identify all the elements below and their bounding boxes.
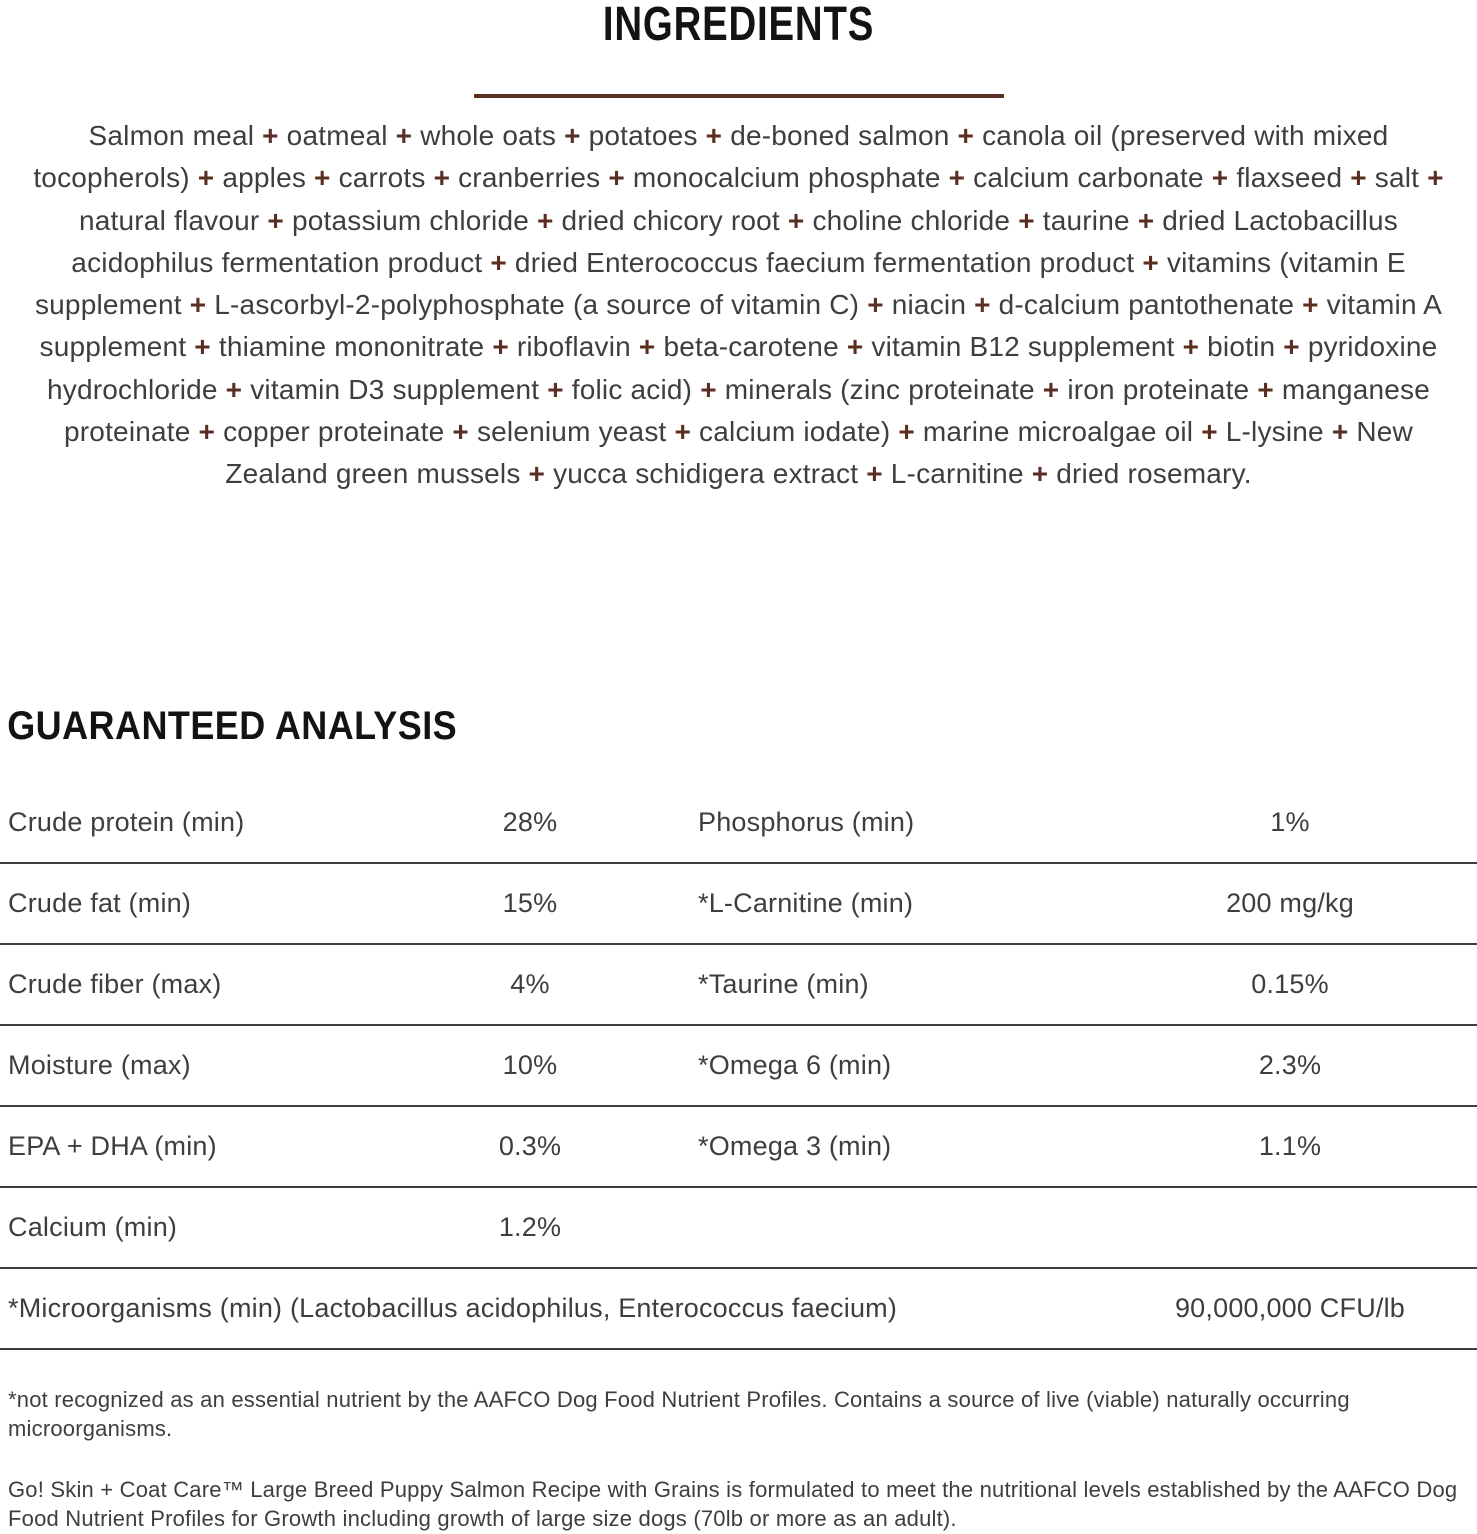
plus-separator: + [490, 246, 507, 278]
plus-separator: + [1137, 204, 1155, 236]
ingredient-item: manganese proteinate [64, 373, 1430, 448]
ingredient-item: de-boned salmon [730, 120, 950, 151]
ingredients-section-header [0, 0, 1477, 98]
ingredient-item: vitamin D3 supplement [250, 373, 540, 405]
ingredient-item: potatoes [588, 120, 698, 151]
plus-separator: + [452, 416, 469, 448]
nutrient-label: *L-Carnitine (min) [698, 887, 914, 918]
ingredient-item: taurine [1042, 204, 1130, 236]
ingredient-item: beta-carotene [663, 331, 839, 363]
nutrient-label: EPA + DHA (min) [8, 1130, 217, 1161]
ingredient-item: calcium carbonate [973, 162, 1204, 194]
aafco-footnote: *not recognized as an essential nutrient by the AAFCO Dog Food Nutrient Profiles. Contains a source of live (viable) naturally occurring microorganisms. [8, 1386, 1350, 1441]
nutrient-value: 1.2% [498, 1211, 562, 1242]
plus-separator: + [1018, 204, 1035, 236]
nutrient-value: 0.15% [1251, 968, 1329, 999]
ingredient-item: New Zealand green mussels [225, 416, 1413, 490]
plus-separator: + [866, 458, 883, 490]
ingredient-item: L-ascorbyl-2-polyphosphate (a source of vitamin C) [214, 289, 860, 321]
plus-separator: + [1350, 162, 1367, 194]
ingredient-item: cranberries [458, 162, 601, 194]
plus-separator: + [608, 162, 625, 194]
plus-separator: + [564, 120, 581, 151]
ingredient-item: d-calcium pantothenate [998, 289, 1295, 321]
guaranteed-analysis-title: GUARANTEED ANALYSIS [7, 703, 458, 748]
ingredient-item: folic acid) [571, 373, 693, 405]
nutrient-value: 10% [502, 1049, 558, 1080]
plus-separator: + [974, 289, 991, 321]
plus-separator: + [787, 204, 805, 236]
plus-separator: + [492, 331, 509, 363]
ingredient-item: vitamin A supplement [39, 289, 1443, 363]
nutrient-label: Moisture (max) [8, 1049, 191, 1080]
plus-separator: + [1182, 331, 1200, 363]
nutrient-value: 1.1% [1258, 1130, 1322, 1161]
ingredient-item: iron proteinate [1067, 373, 1250, 405]
plus-separator: + [898, 416, 915, 448]
nutrient-value: 2.3% [1258, 1049, 1322, 1080]
plus-separator: + [638, 331, 656, 363]
nutrient-value: 0.3% [498, 1130, 562, 1161]
ingredient-item: niacin [891, 289, 967, 321]
table-row [0, 1107, 1477, 1188]
ingredient-item: monocalcium phosphate [632, 162, 941, 194]
ingredient-item: calcium iodate) [699, 416, 891, 448]
nutrient-label: *Microorganisms (min) (Lactobacillus acidophilus, Enterococcus faecium) [8, 1292, 898, 1323]
ingredient-item: dried Enterococcus faecium fermentation product [514, 246, 1135, 278]
ingredient-item: biotin [1207, 331, 1276, 363]
plus-separator: + [225, 373, 243, 405]
plus-separator: + [1031, 458, 1049, 490]
plus-separator: + [1283, 331, 1300, 363]
plus-separator: + [957, 120, 975, 151]
table-row [0, 945, 1477, 1026]
ingredient-item: minerals (zinc proteinate [724, 373, 1035, 405]
plus-separator: + [314, 162, 331, 194]
plus-separator: + [1042, 373, 1060, 405]
nutrient-label: Crude fat (min) [8, 887, 192, 918]
nutrient-label: Crude protein (min) [8, 806, 245, 837]
ingredient-item: carrots [338, 162, 426, 194]
formulation-statement: Go! Skin + Coat Care™ Large Breed Puppy Salmon Recipe with Grains is formulated to meet the nutritional levels established by the AAFCO Dog Food Nutrient Profiles for Growth including growth of large size dogs (70lb or more as an adult). [8, 1476, 1458, 1532]
ingredient-item: L-lysine [1225, 416, 1324, 448]
table-row [0, 1026, 1477, 1107]
nutrient-label: Calcium (min) [8, 1211, 178, 1242]
nutrient-label: Phosphorus (min) [698, 806, 915, 837]
ingredient-item: pyridoxine hydrochloride [46, 331, 1438, 405]
nutrient-label: *Omega 3 (min) [698, 1130, 892, 1161]
ingredient-item: thiamine mononitrate [218, 331, 485, 363]
ingredient-item: dried chicory root [561, 204, 780, 236]
nutrient-value: 1% [1270, 806, 1310, 837]
plus-separator: + [528, 458, 546, 490]
nutrient-value: 15% [502, 887, 558, 918]
nutrient-label: Crude fiber (max) [8, 968, 222, 999]
title-underline [474, 94, 1004, 98]
nutrient-label: *Taurine (min) [698, 968, 869, 999]
plus-separator: + [948, 162, 966, 194]
ingredient-item: apples [222, 162, 307, 194]
plus-separator: + [433, 162, 451, 194]
plus-separator: + [1211, 162, 1229, 194]
ingredient-item: choline chloride [812, 204, 1011, 236]
plus-separator: + [1427, 162, 1444, 194]
nutrient-value: 4% [510, 968, 550, 999]
ingredient-item: selenium yeast [476, 416, 667, 448]
nutrient-value: 90,000,000 CFU/lb [1174, 1292, 1406, 1323]
table-row [0, 864, 1477, 945]
plus-separator: + [1257, 373, 1274, 405]
ingredient-item: yucca schidigera extract [553, 458, 859, 490]
ingredient-item: whole oats [420, 120, 557, 151]
ingredient-item: flaxseed [1236, 162, 1343, 194]
table-row [0, 783, 1477, 864]
ingredient-item: vitamins (vitamin E supplement [34, 246, 1406, 321]
ingredient-item: natural flavour [78, 204, 260, 236]
nutrient-value: 28% [502, 806, 558, 837]
ingredient-item: potassium chloride [291, 204, 530, 236]
ingredient-item: copper proteinate [223, 416, 445, 448]
nutrient-value: 200 mg/kg [1226, 887, 1354, 918]
plus-separator: + [700, 373, 717, 405]
ingredient-item: vitamin B12 supplement [871, 331, 1175, 363]
plus-separator: + [197, 162, 215, 194]
ingredients-paragraph [0, 115, 1477, 496]
ingredient-item: Salmon meal [88, 120, 255, 151]
ingredient-item: dried rosemary. [1056, 458, 1252, 490]
ingredient-item: L-carnitine [890, 458, 1024, 490]
plus-separator: + [194, 331, 211, 363]
plus-separator: + [1201, 416, 1218, 448]
plus-separator: + [846, 331, 864, 363]
ingredient-item: dried Lactobacillus acidophilus fermentation product [71, 204, 1398, 278]
ingredient-item: oatmeal [286, 120, 388, 151]
guaranteed-analysis-table [0, 783, 1477, 1350]
ingredients-title: INGREDIENTS [602, 0, 875, 51]
ingredient-item: riboflavin [516, 331, 631, 363]
ingredient-item: canola oil (preserved with mixed tocopherols) [33, 120, 1389, 194]
plus-separator: + [198, 416, 216, 448]
plus-separator: + [705, 120, 723, 151]
plus-separator: + [189, 289, 207, 321]
ingredient-item: marine microalgae oil [922, 416, 1194, 448]
plus-separator: + [547, 373, 564, 405]
table-row-full-width [0, 1269, 1477, 1350]
plus-separator: + [674, 416, 692, 448]
nutrient-label: *Omega 6 (min) [698, 1049, 892, 1080]
plus-separator: + [1142, 246, 1159, 278]
table-row [0, 1188, 1477, 1269]
plus-separator: + [395, 120, 413, 151]
plus-separator: + [1331, 416, 1349, 448]
plus-separator: + [267, 204, 284, 236]
plus-separator: + [262, 120, 279, 151]
plus-separator: + [537, 204, 554, 236]
plus-separator: + [867, 289, 884, 321]
ingredient-item: salt [1374, 162, 1420, 194]
plus-separator: + [1302, 289, 1319, 321]
